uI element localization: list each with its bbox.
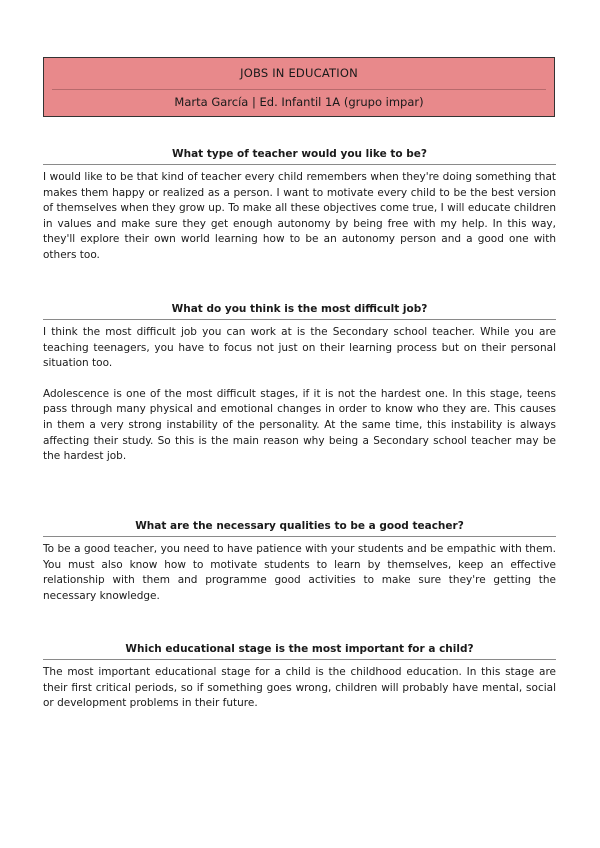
section-difficult-job (43, 301, 556, 465)
section-educational-stage (43, 641, 556, 712)
answer-paragraph: To be a good teacher, you need to have patience with your students and be empathic with them. You must also know how to motivate students to learn by themselves, keep an effective relationship with them and programme good activities to make sure they're getting the necessary knowledge. (43, 543, 556, 602)
question-divider (43, 536, 556, 537)
question-heading: What do you think is the most difficult job? (171, 303, 428, 315)
answer-paragraph: Adolescence is one of the most difficult stages, if it is not the hardest one. In this stage, teens pass through many physical and emotional changes in order to know who they are. This causes in them a very strong instability of the personality. At the same time, this instability is always affecting their study. So this is the main reason why being a Secondary school teacher may be the hardest job. (43, 387, 556, 463)
question-heading: What type of teacher would you like to be? (172, 148, 427, 160)
answer-paragraph: I would like to be that kind of teacher every child remembers when they're doing something that makes them happy or realized as a person. I want to motivate every child to be the best version of themselves when they grow up. To make all these objectives come true, I will educate children in values and make sure they get enough autonomy by being free with my help. In this way, they'll explore their own world learning how to be an autonomy person and a good one with others too. (43, 171, 556, 261)
document-title: JOBS IN EDUCATION (240, 66, 358, 80)
answer-paragraph: The most important educational stage for a child is the childhood education. In this stage are their first critical periods, so if something goes wrong, children will probably have mental, social or development problems in their future. (43, 666, 556, 710)
question-divider (43, 659, 556, 660)
question-divider (43, 164, 556, 165)
section-qualities (43, 518, 556, 604)
answer-paragraph: I think the most difficult job you can work at is the Secondary school teacher. While you are teaching teenagers, you have to focus not just on their learning process but on their personal situation too. (43, 326, 556, 370)
header-divider (52, 89, 546, 90)
question-divider (43, 319, 556, 320)
question-heading: Which educational stage is the most important for a child? (125, 643, 474, 655)
question-heading: What are the necessary qualities to be a good teacher? (135, 520, 464, 532)
section-teacher-type (43, 146, 556, 264)
author-line: Marta García | Ed. Infantil 1A (grupo impar) (174, 95, 424, 109)
header-box (43, 57, 555, 117)
